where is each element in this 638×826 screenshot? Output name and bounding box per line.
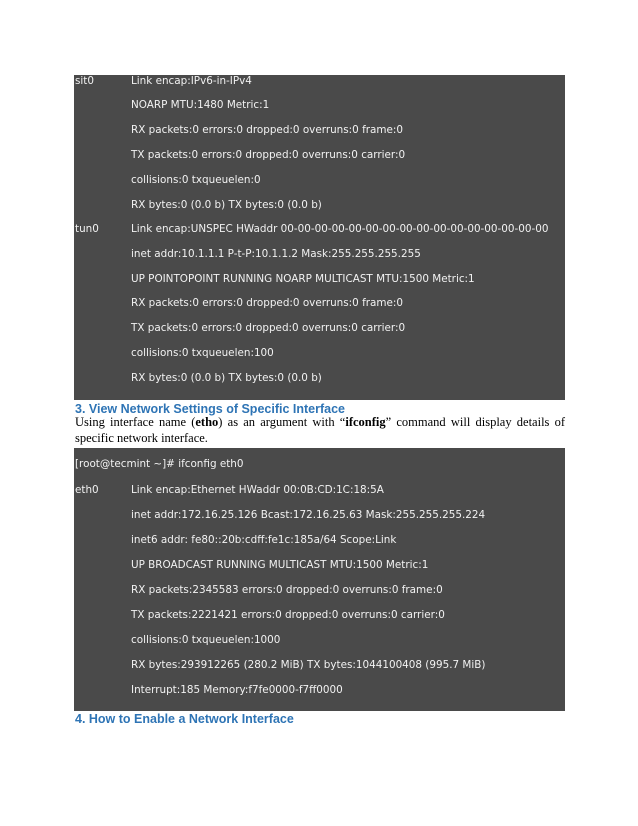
line-text: inet addr:10.1.1.1 P-t-P:10.1.1.2 Mask:255.255.255.255 — [131, 248, 421, 260]
section-heading-enable-interface: 4. How to Enable a Network Interface — [75, 712, 294, 726]
interface-name: sit0 — [75, 75, 94, 87]
para-text: ” command will display details of specific network interface. — [75, 415, 566, 445]
para-text: Using interface name ( — [75, 415, 196, 429]
line-text: RX bytes:0 (0.0 b) TX bytes:0 (0.0 b) — [131, 372, 322, 384]
terminal-output-eth0 — [74, 448, 565, 711]
interface-name-bold: etho — [195, 415, 219, 429]
line-text: Link encap:UNSPEC HWaddr 00-00-00-00-00-00-00-00-00-00-00-00-00-00-00-00 — [131, 223, 549, 235]
section-heading-view-specific-interface: 3. View Network Settings of Specific Interface — [75, 402, 345, 416]
line-text: NOARP MTU:1480 Metric:1 — [131, 99, 270, 111]
line-text: TX packets:0 errors:0 dropped:0 overruns:0 carrier:0 — [131, 322, 406, 334]
line-text: RX packets:0 errors:0 dropped:0 overruns:0 frame:0 — [131, 297, 404, 309]
line-text: Interrupt:185 Memory:f7fe0000-f7ff0000 — [131, 684, 343, 696]
para-text: ) as an argument with “ — [218, 415, 346, 429]
line-text: TX packets:0 errors:0 dropped:0 overruns:0 carrier:0 — [131, 149, 406, 161]
interface-name: tun0 — [75, 223, 99, 235]
command-name-bold: ifconfig — [345, 415, 386, 429]
line-text: UP POINTOPOINT RUNNING NOARP MULTICAST MTU:1500 Metric:1 — [131, 273, 475, 285]
line-text: inet6 addr: fe80::20b:cdff:fe1c:185a/64 Scope:Link — [131, 534, 397, 546]
line-text: collisions:0 txqueuelen:100 — [131, 347, 274, 359]
interface-name: eth0 — [75, 484, 99, 496]
line-text: UP BROADCAST RUNNING MULTICAST MTU:1500 Metric:1 — [131, 559, 429, 571]
line-text: collisions:0 txqueuelen:1000 — [131, 634, 281, 646]
line-text: Link encap:IPv6-in-IPv4 — [131, 75, 252, 87]
line-text: collisions:0 txqueuelen:0 — [131, 174, 261, 186]
line-text: inet addr:172.16.25.126 Bcast:172.16.25.63 Mask:255.255.255.224 — [131, 509, 486, 521]
line-text: RX bytes:0 (0.0 b) TX bytes:0 (0.0 b) — [131, 199, 322, 211]
line-text: Link encap:Ethernet HWaddr 00:0B:CD:1C:18:5A — [131, 484, 384, 496]
prompt-command: [root@tecmint ~]# ifconfig eth0 — [75, 458, 244, 470]
line-text: RX bytes:293912265 (280.2 MiB) TX bytes:1044100408 (995.7 MiB) — [131, 659, 486, 671]
terminal-output-sit0-tun0 — [74, 75, 565, 400]
line-text: RX packets:0 errors:0 dropped:0 overruns:0 frame:0 — [131, 124, 404, 136]
line-text: RX packets:2345583 errors:0 dropped:0 overruns:0 frame:0 — [131, 584, 443, 596]
line-text: TX packets:2221421 errors:0 dropped:0 overruns:0 carrier:0 — [131, 609, 445, 621]
section-paragraph — [75, 415, 565, 446]
